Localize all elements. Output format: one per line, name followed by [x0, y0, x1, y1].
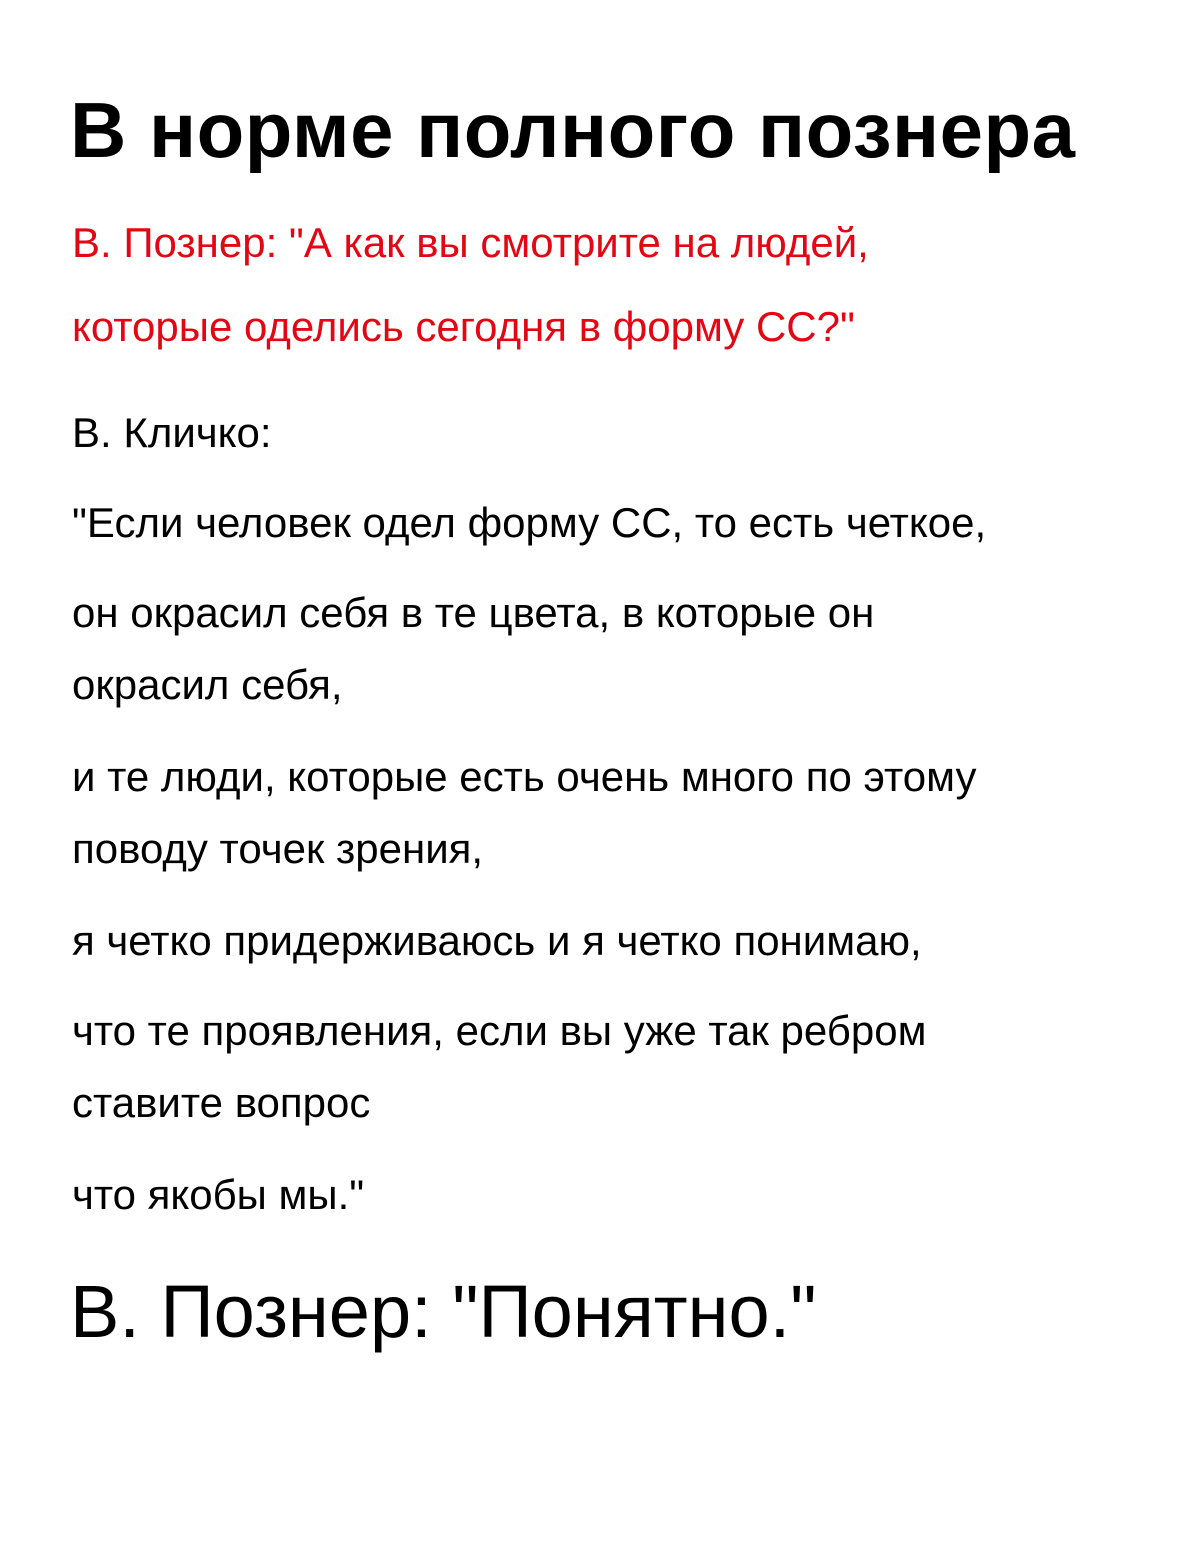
- reply-line-2: он окрасил себя в те цвета, в которые он: [72, 589, 875, 636]
- reply-line-5: поводу точек зрения,: [72, 825, 484, 872]
- speaker-label: В. Кличко:: [72, 409, 272, 456]
- page-title: В норме полного познера: [70, 86, 1076, 174]
- reply-line-9: что якобы мы.": [72, 1171, 365, 1218]
- reply-line-6: я четко придерживаюсь и я четко понимаю,: [72, 917, 922, 964]
- reply-line-3: окрасил себя,: [72, 661, 343, 708]
- question-line-1: В. Познер: "А как вы смотрите на людей,: [72, 219, 869, 266]
- reply-line-7: что те проявления, если вы уже так ребром: [72, 1007, 927, 1054]
- final-answer: В. Познер: "Понятно.": [70, 1270, 817, 1353]
- reply-line-1: "Если человек одел форму СС, то есть четкое,: [72, 499, 987, 546]
- reply-line-4: и те люди, которые есть очень много по этому: [72, 753, 977, 800]
- reply-line-8: ставите вопрос: [72, 1079, 371, 1126]
- question-line-2: которые оделись сегодня в форму СС?": [72, 303, 855, 350]
